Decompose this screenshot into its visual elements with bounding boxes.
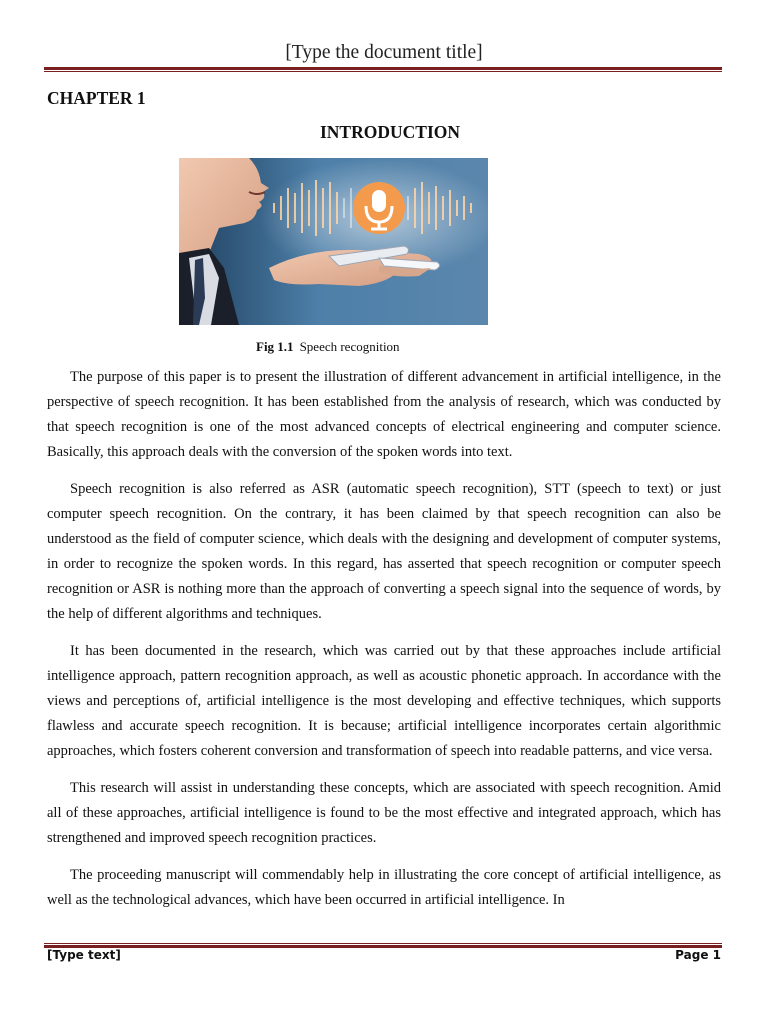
paragraph: It has been documented in the research, which was carried out by that these approaches include artificial intelligence approach, pattern recognition approach, as well as acoustic phonetic approach. In accordance with the views and perceptions of, artificial intelligence is the most developing and effective techniques, which supports flawless and accurate speech recognition. It is because; artificial intelligence incorporates certain algorithmic approaches, which fosters coherent conversion and transformation of speech into readable patterns, and vice versa. <box>47 643 721 759</box>
chapter-label: CHAPTER 1 <box>47 88 146 108</box>
paragraph: Speech recognition is also referred as ASR (automatic speech recognition), STT (speech to text) or just computer speech recognition. On the contrary, it has been claimed by that speech recognition can also be understood as the field of computer science, which deals with the designing and development of computer systems, in order to recognize the spoken words. In this regard, has asserted that speech recognition or computer speech recognition or ASR is nothing more than the approach of converting a speech signal into the sequence of words, by the help of different algorithms and techniques. <box>47 481 721 622</box>
paragraph: The purpose of this paper is to present the illustration of different advancement in artificial intelligence, in the perspective of speech recognition. It has been established from the analysis of research, which was conducted by that speech recognition is one of the most advanced concepts of electrical engineering and computer science. Basically, this approach deals with the conversion of the spoken words into text. <box>47 369 721 460</box>
speech-recognition-image <box>179 158 488 325</box>
header-rule <box>44 67 722 72</box>
figure-caption <box>256 339 400 355</box>
paragraph: This research will assist in understanding these concepts, which are associated with speech recognition. Amid all of these approaches, artificial intelligence is found to be the most effective and integrated approach, which has strengthened and improved speech recognition practices. <box>47 780 721 846</box>
body-text <box>47 365 721 925</box>
figure-caption-text: Speech recognition <box>299 339 400 354</box>
footer-text: [Type text] <box>47 948 121 962</box>
document-title: [Type the document title] <box>285 42 483 63</box>
footer-rule <box>44 943 722 948</box>
section-heading: INTRODUCTION <box>319 122 461 142</box>
paragraph: The proceeding manuscript will commendably help in illustrating the core concept of artificial intelligence, as well as the technological advances, which have been occurred in artificial intelligence. In <box>47 867 721 908</box>
figure-label: Fig 1.1 <box>256 339 294 354</box>
page-number: Page 1 <box>675 948 721 962</box>
